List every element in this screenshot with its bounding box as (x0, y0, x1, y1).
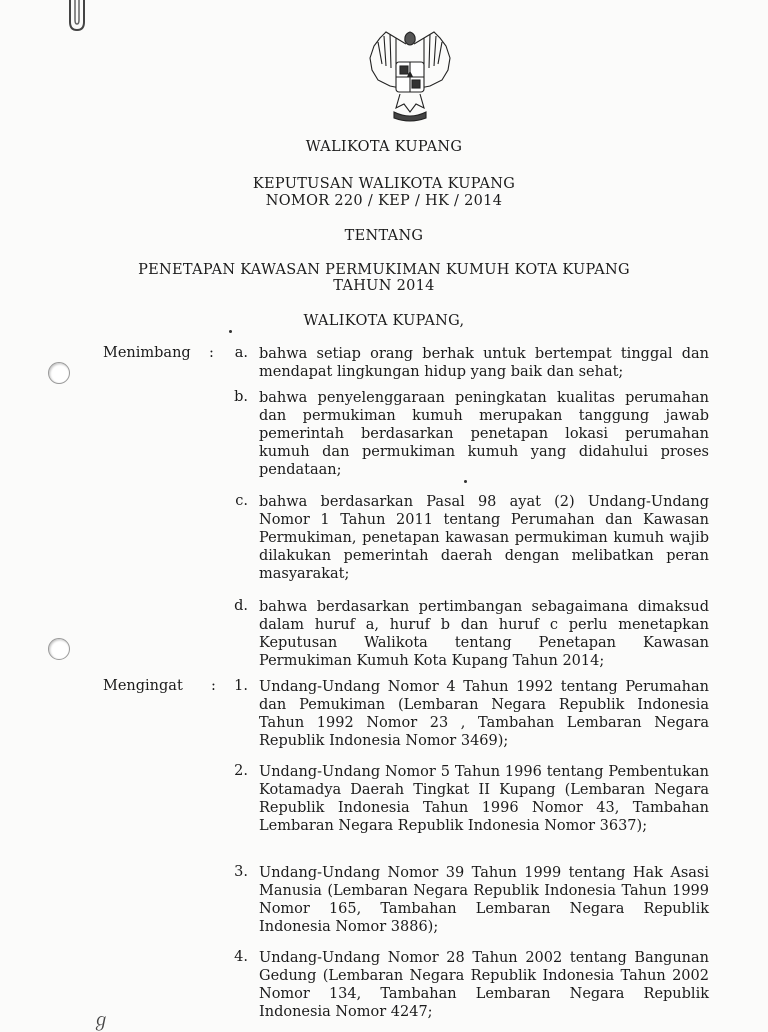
list-item: bahwa berdasarkan Pasal 98 ayat (2) Undang-Undang Nomor 1 Tahun 2011 tentang Perumahan dan Kawasan Permukiman, penetapan kawasan permukiman kumuh wajib dilakukan pemerintah daerah dengan melibatkan peran masyarakat; (259, 494, 709, 582)
list-marker: b. (234, 389, 248, 405)
about-heading: TENTANG (344, 228, 424, 244)
paperclip-icon (62, 0, 102, 34)
list-marker: a. (234, 345, 248, 361)
subject-line-1: PENETAPAN KAWASAN PERMUKIMAN KUMUH KOTA KUPANG (138, 262, 630, 278)
list-marker: d. (234, 598, 248, 614)
list-item: Undang-Undang Nomor 28 Tahun 2002 tentang Bangunan Gedung (Lembaran Negara Republik Indonesia Tahun 2002 Nomor 134, Tambahan Lembaran Negara Republik Indonesia Nomor 4247; (259, 950, 709, 1020)
decree-title: KEPUTUSAN WALIKOTA KUPANG (252, 176, 516, 192)
margin-pen-mark: ℊ (92, 1010, 110, 1031)
section-label-mengingat: Mengingat (103, 678, 183, 694)
section-label-menimbang: Menimbang (103, 345, 191, 361)
issuer-heading: WALIKOTA KUPANG (305, 139, 463, 155)
punch-hole (48, 362, 70, 384)
list-item: Undang-Undang Nomor 4 Tahun 1992 tentang Perumahan dan Pemukiman (Lembaran Negara Republik Indonesia Tahun 1992 Nomor 23 , Tambahan Lembaran Negara Republik Indonesia Nomor 3469); (259, 679, 709, 749)
list-item: bahwa setiap orang berhak untuk bertempat tinggal dan mendapat lingkungan hidup yang baik dan sehat; (259, 346, 709, 380)
scan-speck (229, 330, 232, 333)
list-item: bahwa berdasarkan pertimbangan sebagaimana dimaksud dalam huruf a, huruf b dan huruf c perlu menetapkan Keputusan Walikota tentang Penetapan Kawasan Permukiman Kumuh Kota Kupang Tahun 2014; (259, 599, 709, 669)
list-marker: c. (235, 493, 248, 509)
section-colon: : (209, 345, 214, 361)
scan-speck (464, 480, 467, 483)
garuda-pancasila-emblem (356, 24, 464, 132)
list-marker: 3. (234, 864, 248, 880)
punch-hole (48, 638, 70, 660)
list-item: Undang-Undang Nomor 39 Tahun 1999 tentang Hak Asasi Manusia (Lembaran Negara Republik Indonesia Tahun 1999 Nomor 165, Tambahan Lembaran Negara Republik Indonesia Nomor 3886); (259, 865, 709, 935)
authority-heading: WALIKOTA KUPANG, (303, 313, 465, 329)
subject-line-2: TAHUN 2014 (333, 278, 435, 294)
section-colon: : (211, 678, 216, 694)
list-marker: 2. (234, 763, 248, 779)
list-item: Undang-Undang Nomor 5 Tahun 1996 tentang Pembentukan Kotamadya Daerah Tingkat II Kupang (Lembaran Negara Republik Indonesia Tahun 1996 Nomor 43, Tambahan Lembaran Negara Republik Indonesia Nomor 3637); (259, 764, 709, 834)
list-item: bahwa penyelenggaraan peningkatan kualitas perumahan dan permukiman kumuh merupakan tanggung jawab pemerintah berdasarkan penetapan lokasi perumahan kumuh dan permukiman kumuh yang didahului proses pendataan; (259, 390, 709, 478)
decree-number: NOMOR 220 / KEP / HK / 2014 (265, 193, 503, 209)
list-marker: 1. (234, 678, 248, 694)
list-marker: 4. (234, 949, 248, 965)
